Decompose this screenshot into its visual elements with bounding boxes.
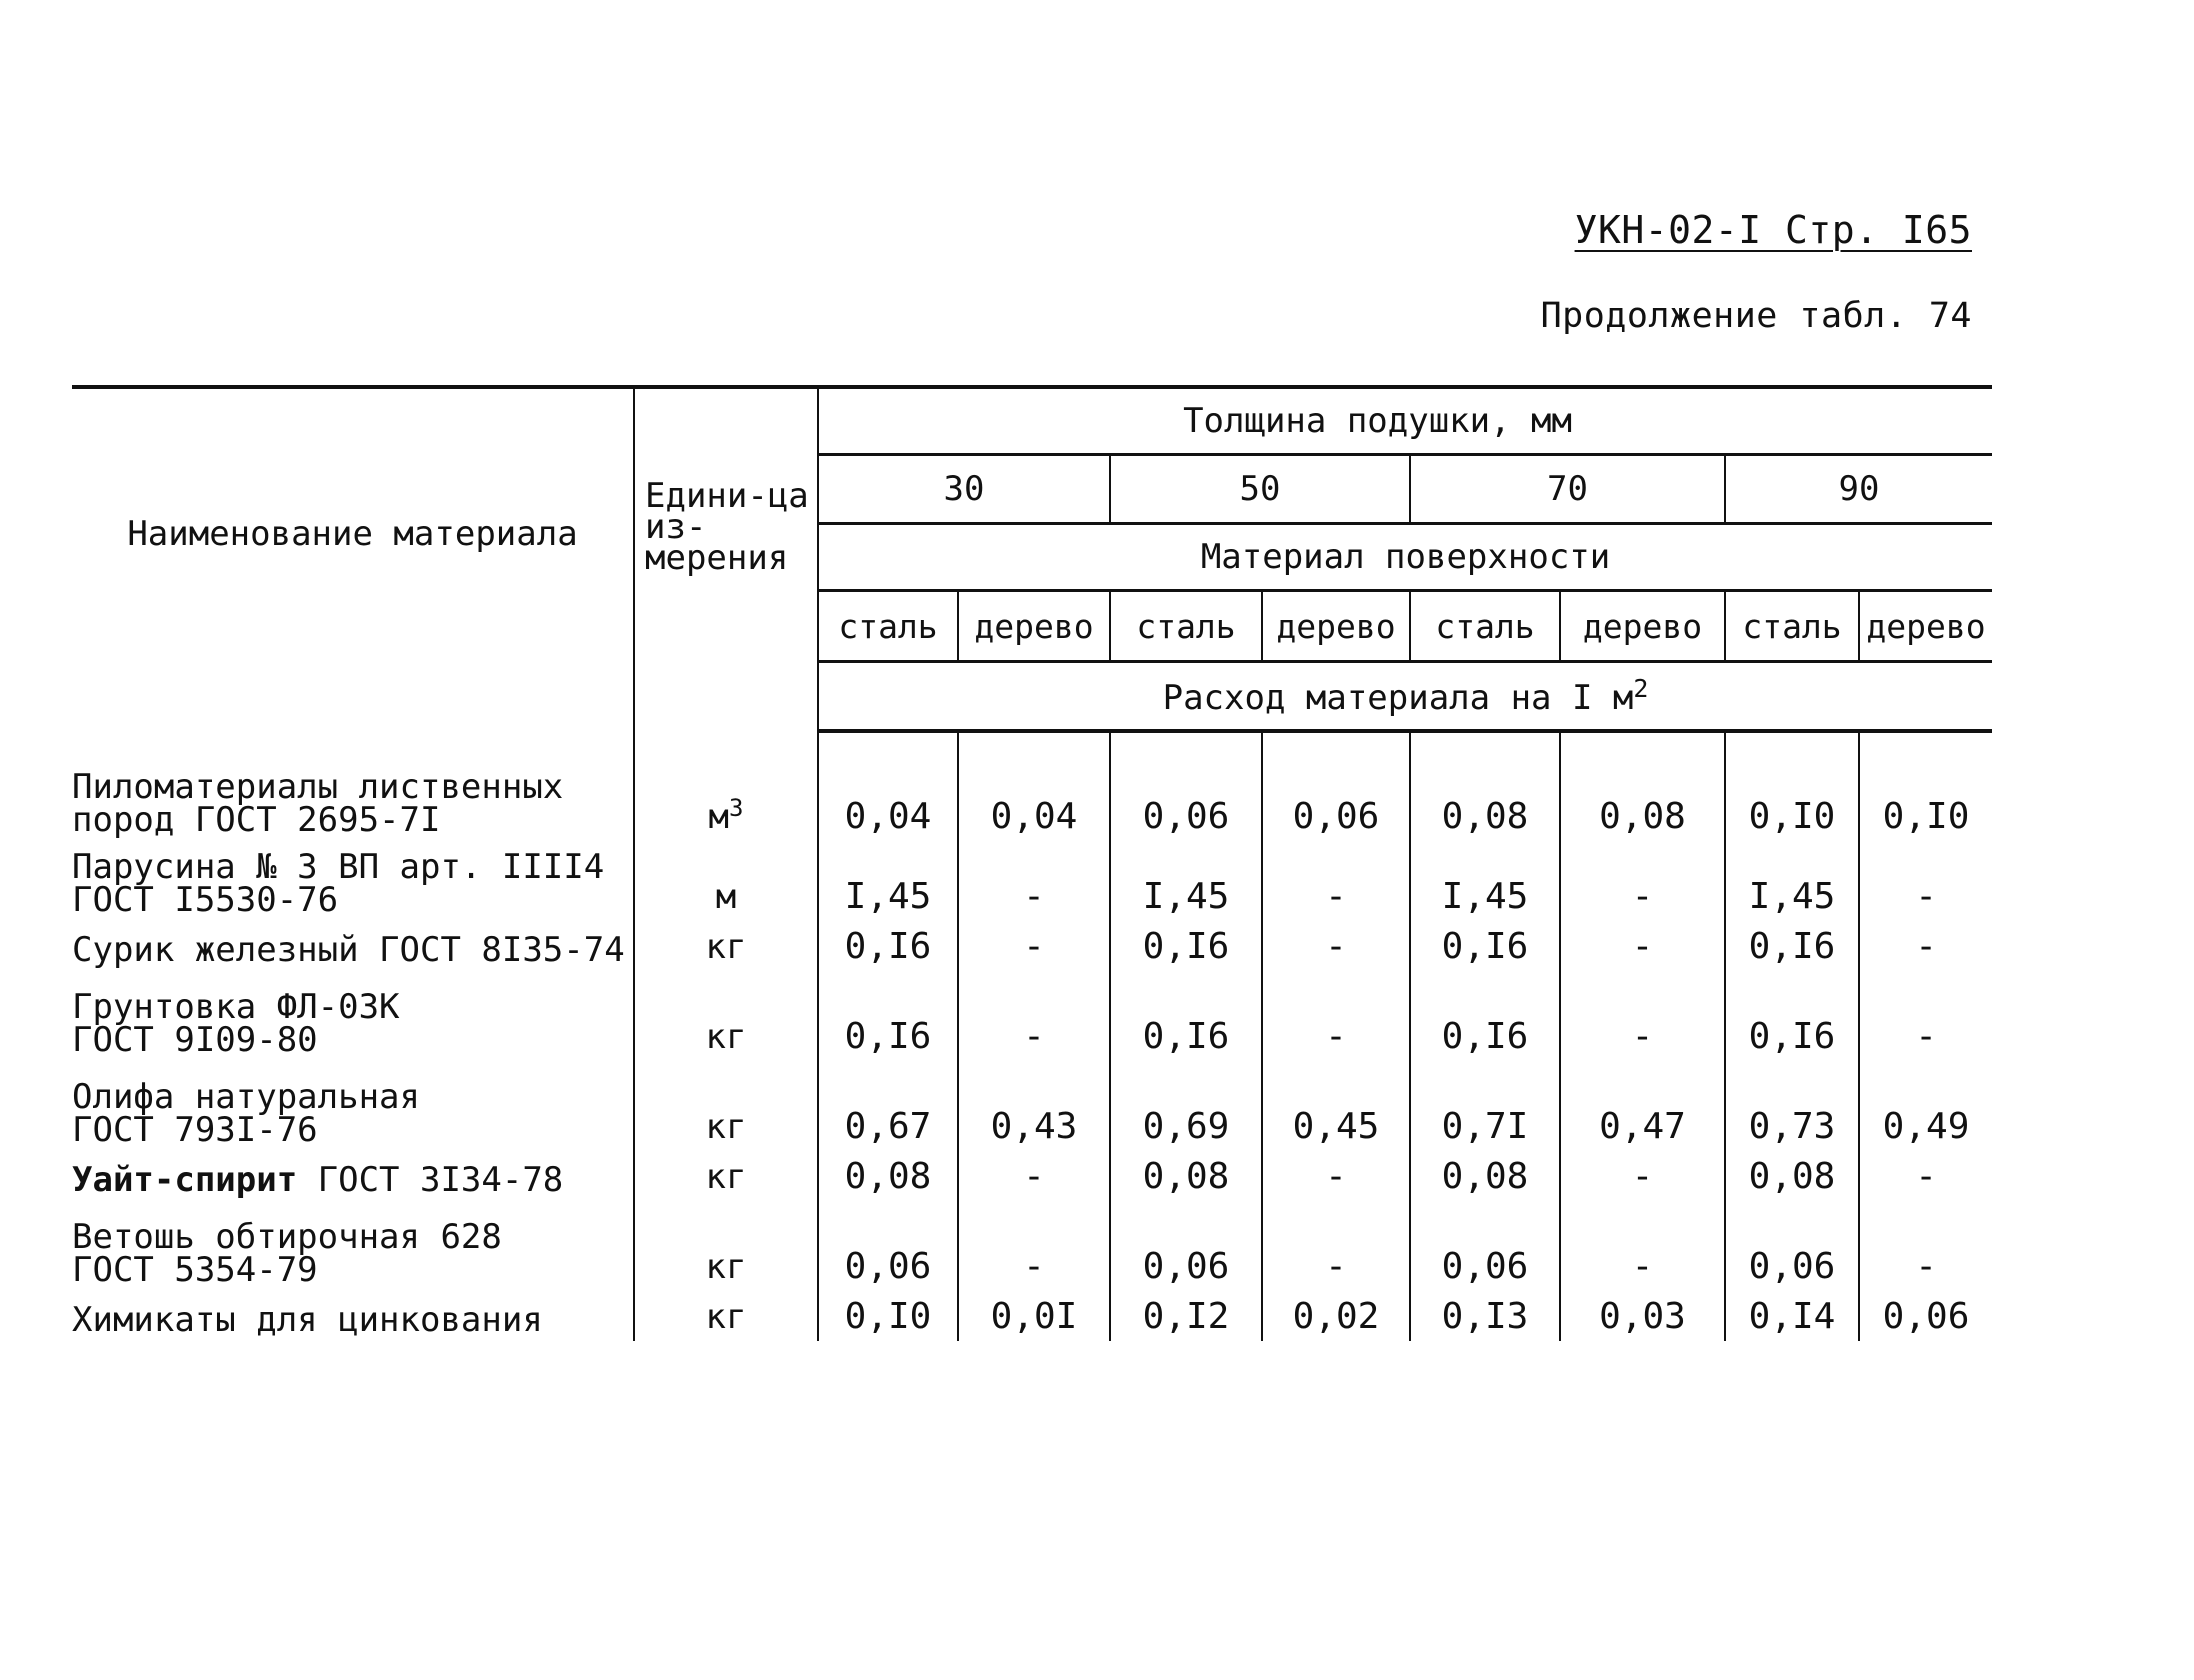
consumption-value-cell: 0,08 <box>1725 1151 1859 1201</box>
unit-text: кг <box>705 1157 747 1197</box>
material-name-line: пород ГОСТ 2695-7I <box>72 800 441 840</box>
table-row <box>72 971 1992 1061</box>
thickness-90-header: 90 <box>1725 455 1992 524</box>
unit-cell <box>634 1061 818 1151</box>
unit-cell <box>634 841 818 921</box>
consumption-value-cell: 0,I0 <box>1725 731 1859 841</box>
consumption-value-cell: 0,I0 <box>1859 731 1992 841</box>
thickness-30-header: 30 <box>818 455 1110 524</box>
consumption-value-cell: 0,I3 <box>1410 1291 1560 1341</box>
consumption-value-cell: 0,43 <box>958 1061 1110 1151</box>
page-reference: УКН-02-I Стр. I65 <box>1574 208 1972 252</box>
consumption-value-cell: 0,08 <box>1560 731 1725 841</box>
consumption-value-cell: - <box>1262 1201 1410 1291</box>
table-row <box>72 1061 1992 1151</box>
consumption-value-cell: 0,06 <box>818 1201 958 1291</box>
surface-type-header: дерево <box>1859 591 1992 662</box>
material-name-bold: Уайт-спирит <box>72 1160 298 1200</box>
consumption-value-cell: 0,08 <box>1410 731 1560 841</box>
unit-text: м <box>715 877 737 917</box>
consumption-value-cell: 0,I6 <box>1110 921 1262 971</box>
surface-material-header: Материал поверхности <box>818 524 1992 591</box>
consumption-value-cell: I,45 <box>1110 841 1262 921</box>
surface-type-header: сталь <box>818 591 958 662</box>
surface-type-header: сталь <box>1725 591 1859 662</box>
unit-cell <box>634 1291 818 1341</box>
material-name-line: Сурик железный ГОСТ 8I35-74 <box>72 930 625 970</box>
consumption-value-cell: - <box>958 921 1110 971</box>
consumption-value-cell: - <box>1262 921 1410 971</box>
material-name-line: Химикаты для цинкования <box>72 1300 543 1340</box>
table-row <box>72 1151 1992 1201</box>
unit-text: кг <box>705 1017 747 1057</box>
surface-type-header: дерево <box>958 591 1110 662</box>
consumption-value-cell: 0,06 <box>1110 731 1262 841</box>
material-name-line: Ветошь обтирочная 628 <box>72 1217 502 1257</box>
material-name-cell <box>72 971 634 1061</box>
consumption-value-cell: 0,06 <box>1859 1291 1992 1341</box>
consumption-value-cell: 0,I6 <box>1410 971 1560 1061</box>
consumption-value-cell: - <box>1859 921 1992 971</box>
unit-text: кг <box>705 1247 747 1287</box>
consumption-value-cell: I,45 <box>1410 841 1560 921</box>
thickness-70-header: 70 <box>1410 455 1725 524</box>
material-name-line: Пиломатериалы лиственных <box>72 767 564 807</box>
consumption-value-cell: 0,I6 <box>1410 921 1560 971</box>
consumption-value-cell: - <box>1560 971 1725 1061</box>
consumption-value-cell: 0,08 <box>1410 1151 1560 1201</box>
unit-text: кг <box>705 1107 747 1147</box>
unit-text: кг <box>705 927 747 967</box>
consumption-value-cell: - <box>1262 841 1410 921</box>
consumption-value-cell: 0,I6 <box>1725 921 1859 971</box>
table-continuation-caption: Продолжение табл. 74 <box>1540 296 1972 336</box>
consumption-value-cell: - <box>1859 1201 1992 1291</box>
unit-cell <box>634 731 818 841</box>
consumption-value-cell: 0,73 <box>1725 1061 1859 1151</box>
consumption-value-cell: 0,0I <box>958 1291 1110 1341</box>
material-name-cell <box>72 1151 634 1201</box>
surface-type-header: сталь <box>1410 591 1560 662</box>
consumption-value-cell: 0,67 <box>818 1061 958 1151</box>
consumption-value-cell: 0,02 <box>1262 1291 1410 1341</box>
table-row <box>72 841 1992 921</box>
consumption-value-cell: 0,I2 <box>1110 1291 1262 1341</box>
consumption-value-cell: - <box>1560 1151 1725 1201</box>
material-name-cell <box>72 841 634 921</box>
consumption-value-cell: 0,I6 <box>1110 971 1262 1061</box>
consumption-value-cell: 0,08 <box>818 1151 958 1201</box>
consumption-value-cell: I,45 <box>1725 841 1859 921</box>
consumption-value-cell: - <box>958 841 1110 921</box>
consumption-value-cell: 0,49 <box>1859 1061 1992 1151</box>
material-name-cell <box>72 1061 634 1151</box>
unit-cell <box>634 971 818 1061</box>
material-name-line: Парусина № 3 ВП арт. IIII4 <box>72 847 605 887</box>
unit-header: Едини-ца из-мерения <box>634 387 818 731</box>
consumption-value-cell: 0,04 <box>958 731 1110 841</box>
material-name-line: ГОСТ 5354-79 <box>72 1250 318 1290</box>
consumption-value-cell: 0,I6 <box>1725 971 1859 1061</box>
material-name-line: Олифа натуральная <box>72 1077 420 1117</box>
material-name-standard: ГОСТ 3I34-78 <box>297 1160 564 1200</box>
consumption-value-cell: - <box>1859 841 1992 921</box>
thickness-50-header: 50 <box>1110 455 1410 524</box>
surface-type-header: сталь <box>1110 591 1262 662</box>
consumption-value-cell: 0,06 <box>1725 1201 1859 1291</box>
material-consumption-table <box>72 385 1992 1341</box>
material-name-cell <box>72 921 634 971</box>
material-name-cell <box>72 1291 634 1341</box>
thickness-header: Толщина подушки, мм <box>818 387 1992 455</box>
consumption-value-cell: - <box>958 1151 1110 1201</box>
consumption-value-cell: 0,I6 <box>818 971 958 1061</box>
table-row <box>72 1291 1992 1341</box>
consumption-value-cell: 0,I4 <box>1725 1291 1859 1341</box>
material-name-cell <box>72 731 634 841</box>
table-row <box>72 1201 1992 1291</box>
material-name-line <box>72 1160 633 1200</box>
material-name-cell <box>72 1201 634 1291</box>
surface-type-header: дерево <box>1560 591 1725 662</box>
unit-cell <box>634 1201 818 1291</box>
consumption-value-cell: 0,69 <box>1110 1061 1262 1151</box>
consumption-value-cell: - <box>1262 971 1410 1061</box>
table-row <box>72 921 1992 971</box>
unit-text: кг <box>705 1297 747 1337</box>
consumption-value-cell: I,45 <box>818 841 958 921</box>
consumption-value-cell: - <box>1560 1201 1725 1291</box>
material-name-header: Наименование материала <box>72 387 634 731</box>
consumption-value-cell: 0,06 <box>1262 731 1410 841</box>
consumption-value-cell: - <box>1560 921 1725 971</box>
consumption-value-cell: - <box>1859 971 1992 1061</box>
material-name-line: ГОСТ 793I-76 <box>72 1110 318 1150</box>
consumption-value-cell: - <box>1560 841 1725 921</box>
consumption-value-cell: 0,04 <box>818 731 958 841</box>
consumption-value-cell: 0,7I <box>1410 1061 1560 1151</box>
surface-type-header: дерево <box>1262 591 1410 662</box>
consumption-header: Расход материала на I $м^2$ <box>818 662 1992 732</box>
consumption-value-cell: 0,I6 <box>818 921 958 971</box>
consumption-value-cell: 0,06 <box>1110 1201 1262 1291</box>
unit-cell <box>634 921 818 971</box>
unit-cell <box>634 1151 818 1201</box>
consumption-value-cell: 0,03 <box>1560 1291 1725 1341</box>
consumption-value-cell: - <box>1262 1151 1410 1201</box>
material-name-line: Грунтовка ФЛ-03К <box>72 987 400 1027</box>
material-name-line: ГОСТ 9I09-80 <box>72 1020 318 1060</box>
table-row <box>72 731 1992 841</box>
consumption-value-cell: - <box>958 971 1110 1061</box>
material-name-line: ГОСТ I5530-76 <box>72 880 339 920</box>
consumption-value-cell: 0,08 <box>1110 1151 1262 1201</box>
consumption-value-cell: 0,47 <box>1560 1061 1725 1151</box>
consumption-value-cell: 0,06 <box>1410 1201 1560 1291</box>
consumption-value-cell: - <box>1859 1151 1992 1201</box>
consumption-value-cell: 0,I0 <box>818 1291 958 1341</box>
consumption-value-cell: 0,45 <box>1262 1061 1410 1151</box>
unit-superscript: 3 <box>729 794 744 822</box>
consumption-value-cell: - <box>958 1201 1110 1291</box>
unit-text: м <box>708 797 730 837</box>
